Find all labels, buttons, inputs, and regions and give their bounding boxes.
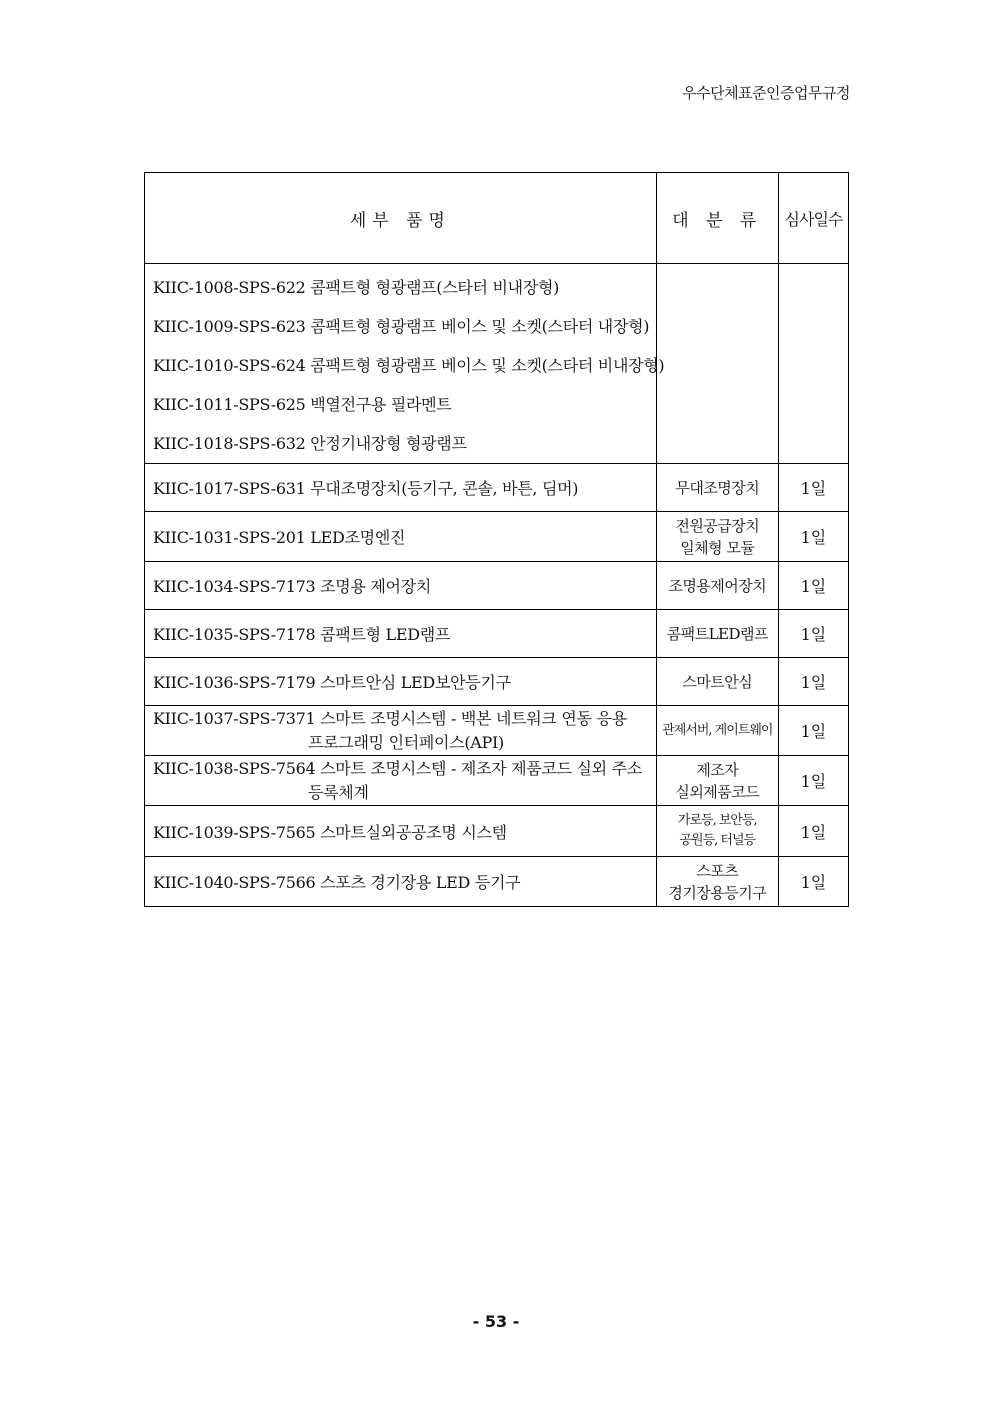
list-item: KIIC-1011-SPS-625 백열전구용 필라멘트 — [153, 395, 452, 414]
category-line: 제조자 — [696, 760, 739, 779]
item-name-continuation: 프로그래밍 인터페이스(API) — [308, 732, 504, 752]
table-row — [145, 562, 849, 610]
table-row — [145, 610, 849, 658]
item-name-cell: KIIC-1035-SPS-7178 콤팩트형 LED램프 — [145, 610, 657, 658]
item-name-cell: KIIC-1034-SPS-7173 조명용 제어장치 — [145, 562, 657, 610]
category-cell: 무대조명장치 — [656, 464, 778, 512]
table-row-group — [145, 264, 849, 464]
table-row — [145, 464, 849, 512]
item-name-cell — [145, 706, 657, 756]
list-item: KIIC-1018-SPS-632 안정기내장형 형광램프 — [153, 434, 467, 453]
category-cell: 조명용제어장치 — [656, 562, 778, 610]
list-item: KIIC-1009-SPS-623 콤팩트형 형광램프 베이스 및 소켓(스타터 내장형) — [153, 317, 650, 336]
category-cell: 스마트안심 — [656, 658, 778, 706]
review-days-cell: 1일 — [778, 756, 848, 806]
review-days-cell: 1일 — [778, 610, 848, 658]
table-row — [145, 806, 849, 857]
category-line: 일체형 모듈 — [680, 538, 755, 557]
review-days-cell: 1일 — [778, 857, 848, 907]
item-name-cell: KIIC-1036-SPS-7179 스마트안심 LED보안등기구 — [145, 658, 657, 706]
item-name-cell — [145, 756, 657, 806]
category-line: 경기장용등기구 — [668, 883, 767, 902]
review-days-cell: 1일 — [778, 806, 848, 857]
category-line: 스포츠 — [696, 861, 739, 880]
category-cell: 콤팩트LED램프 — [656, 610, 778, 658]
review-days-cell: 1일 — [778, 562, 848, 610]
review-days-cell: 1일 — [778, 464, 848, 512]
table-row — [145, 658, 849, 706]
category-line: 실외제품코드 — [675, 782, 760, 801]
list-item: KIIC-1008-SPS-622 콤팩트형 형광램프(스타터 비내장형) — [153, 278, 560, 297]
review-days-cell: 1일 — [778, 658, 848, 706]
category-cell — [656, 756, 778, 806]
category-cell: 관제서버, 게이트웨이 — [656, 706, 778, 756]
item-name-cell: KIIC-1039-SPS-7565 스마트실외공공조명 시스템 — [145, 806, 657, 857]
group-item-list — [145, 264, 665, 464]
table-row — [145, 857, 849, 907]
column-header-category: 대 분 류 — [656, 173, 778, 264]
page-number: - 53 - — [472, 1312, 520, 1331]
item-name-cell: KIIC-1040-SPS-7566 스포츠 경기장용 LED 등기구 — [145, 857, 657, 907]
table-row — [145, 756, 849, 806]
category-cell — [656, 806, 778, 857]
category-line: 전원공급장치 — [675, 516, 760, 535]
column-header-review-days: 심사일수 — [778, 173, 848, 264]
item-name-cell: KIIC-1031-SPS-201 LED조명엔진 — [145, 512, 657, 562]
column-header-item-name: 세부 품명 — [145, 173, 657, 264]
review-days-cell: 1일 — [778, 706, 848, 756]
category-cell — [656, 512, 778, 562]
group-days-cell — [778, 264, 848, 464]
table-header-row — [145, 173, 849, 264]
review-days-cell: 1일 — [778, 512, 848, 562]
table-row — [145, 706, 849, 756]
table-row — [145, 512, 849, 562]
item-name-line: KIIC-1038-SPS-7564 스마트 조명시스템 - 제조자 제품코드 실외 주소 — [153, 758, 642, 778]
group-category-cell — [656, 264, 778, 464]
list-item: KIIC-1010-SPS-624 콤팩트형 형광램프 베이스 및 소켓(스타터 비내장형) — [153, 356, 665, 375]
running-header: 우수단체표준인증업무규정 — [682, 84, 850, 102]
category-line: 가로등, 보안등, — [677, 813, 757, 828]
category-line: 공원등, 터널등 — [679, 833, 756, 848]
item-table — [144, 172, 849, 907]
item-name-line: KIIC-1037-SPS-7371 스마트 조명시스템 - 백본 네트워크 연동 응용 — [153, 708, 627, 728]
item-name-continuation: 등록체계 — [308, 782, 369, 802]
item-name-cell: KIIC-1017-SPS-631 무대조명장치(등기구, 콘솔, 바튼, 딤머) — [145, 464, 657, 512]
category-cell — [656, 857, 778, 907]
